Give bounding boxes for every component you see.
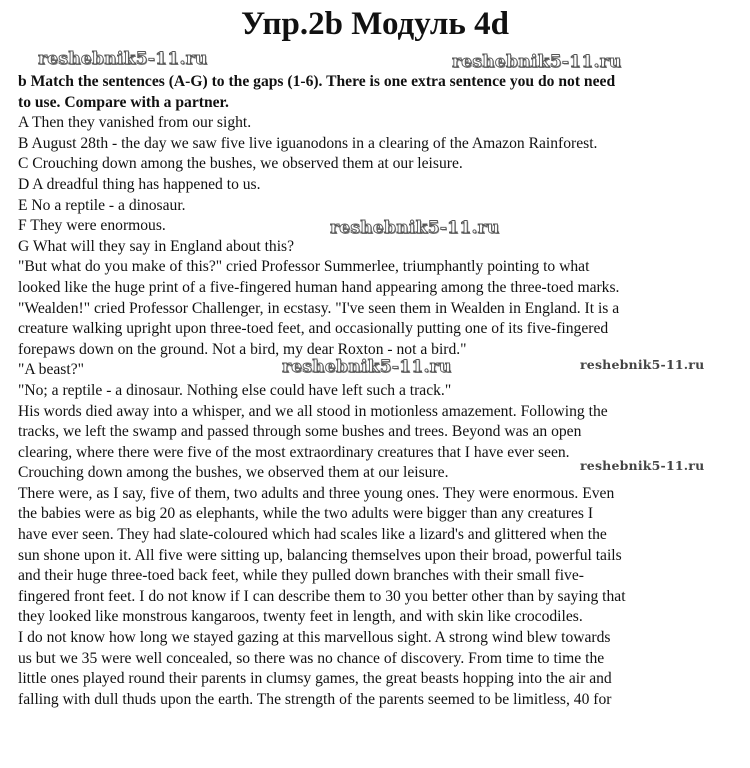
option-a: A Then they vanished from our sight.	[18, 114, 252, 132]
option-f: F They were enormous.	[18, 217, 166, 235]
instruction-line: b Match the sentences (A-G) to the gaps (1-6). There is one extra sentence you do not need	[18, 73, 616, 90]
text-line: Crouching down among the bushes, we observed them at our leisure.	[18, 464, 449, 482]
text-line: "Wealden!" cried Professor Challenger, in ecstasy. "I've seen them in Wealden in England. It is a	[18, 299, 620, 317]
text-line: "No; a reptile - a dinosaur. Nothing else could have left such a track."	[18, 381, 452, 399]
page-title: Упр.2b Модуль 4d	[241, 6, 509, 42]
text-line: tracks, we left the swamp and passed through some bushes and trees. Beyond was an open	[18, 423, 582, 441]
exercise-instruction	[18, 72, 746, 113]
story-text	[18, 257, 746, 710]
option-g: G What will they say in England about this?	[18, 237, 295, 255]
watermark: reshebnik5-11.ru	[282, 357, 452, 377]
text-line: little ones played round their parents in clumsy games, the great beasts hopping into the air and	[18, 670, 612, 688]
text-line: fingered front feet. I do not know if I can describe them to 30 you better other than by saying that	[18, 587, 626, 605]
option-d: D A dreadful thing has happened to us.	[18, 175, 261, 193]
text-line: us but we 35 were well concealed, so there was no chance of discovery. From time to time the	[18, 649, 605, 667]
text-line: looked like the huge print of a five-fingered human hand appearing among the three-toed marks.	[18, 278, 620, 296]
text-line: the babies were as big 20 as elephants, while the two adults were bigger than any creatures I	[18, 505, 594, 523]
text-line: sun shone upon it. All five were sitting up, balancing themselves upon their broad, powerful tails	[18, 546, 622, 564]
watermark: reshebnik5-11.ru	[38, 49, 208, 69]
text-line: There were, as I say, five of them, two adults and three young ones. They were enormous. Even	[18, 484, 615, 502]
text-line: have ever seen. They had slate-coloured which had scales like a lizard's and glittered when the	[18, 526, 607, 544]
text-line: His words died away into a whisper, and we all stood in motionless amazement. Following the	[18, 402, 608, 420]
watermark: reshebnik5-11.ru	[580, 357, 705, 372]
text-line: "But what do you make of this?" cried Professor Summerlee, triumphantly pointing to what	[18, 258, 590, 276]
watermark: reshebnik5-11.ru	[330, 218, 500, 238]
watermark: reshebnik5-11.ru	[580, 458, 705, 473]
text-line: clearing, where there were five of the most extraordinary creatures that I have ever seen.	[18, 443, 570, 461]
text-line: forepaws down on the ground. Not a bird, my dear Roxton - not a bird."	[18, 340, 467, 358]
option-c: C Crouching down among the bushes, we observed them at our leisure.	[18, 155, 463, 173]
text-line: and their huge three-toed back feet, while they pulled down branches with their small five-	[18, 567, 584, 585]
option-e: E No a reptile - a dinosaur.	[18, 196, 186, 214]
document-body	[18, 72, 746, 710]
text-line: I do not know how long we stayed gazing at this marvellous sight. A strong wind blew towards	[18, 629, 611, 647]
instruction-line: to use. Compare with a partner.	[18, 93, 229, 111]
text-line: "A beast?"	[18, 361, 84, 379]
text-line: creature walking upright upon three-toed feet, and occasionally putting one of its five-fingered	[18, 320, 609, 338]
text-line: they looked like monstrous kangaroos, twenty feet in length, and with skin like crocodiles.	[18, 608, 583, 626]
options-list	[18, 113, 746, 257]
text-line: falling with dull thuds upon the earth. The strength of the parents seemed to be limitless, 40 for	[18, 690, 612, 708]
option-b: B August 28th - the day we saw five live iguanodons in a clearing of the Amazon Rainforest.	[18, 134, 598, 152]
watermark: reshebnik5-11.ru	[452, 52, 622, 72]
